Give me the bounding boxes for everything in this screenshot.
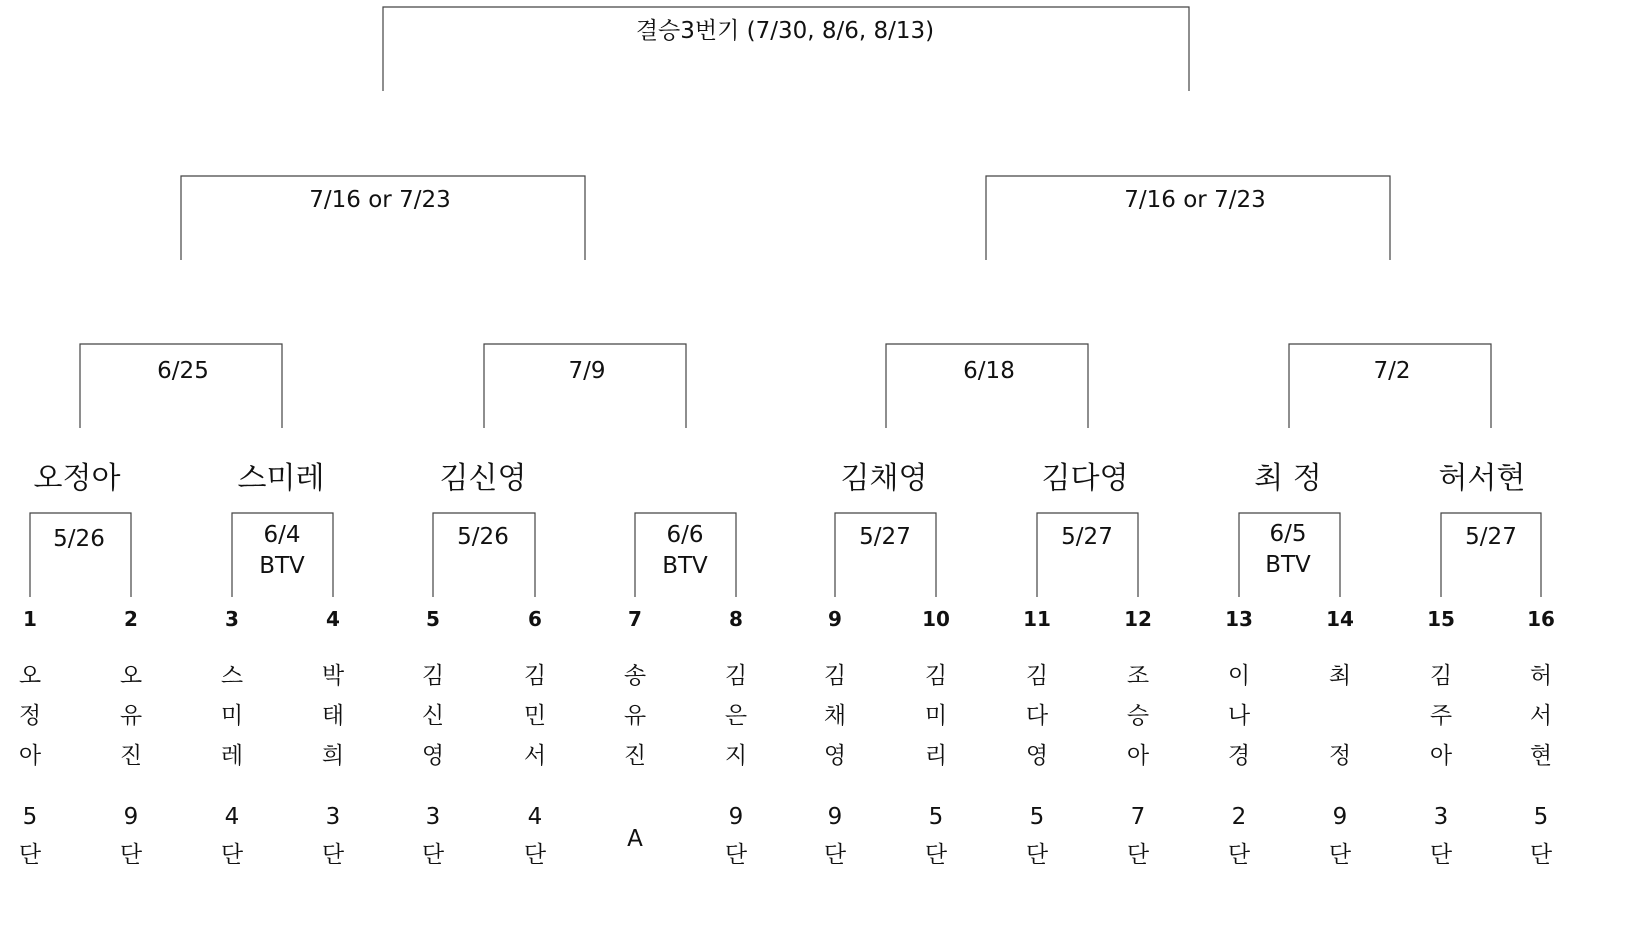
player-rank-char: 단: [1126, 842, 1150, 868]
player-name-char: 김: [924, 663, 948, 689]
seed-number: 5: [426, 607, 440, 631]
player-rank: [116, 798, 146, 874]
player-name-char: 스: [220, 663, 244, 689]
player-name: [1123, 656, 1153, 776]
player-rank-char: 단: [1328, 842, 1352, 868]
player-name: [217, 656, 247, 776]
final-label: 결승3번기 (7/30, 8/6, 8/13): [635, 18, 935, 44]
player-name-char: 채: [823, 703, 847, 729]
seed-number: 14: [1326, 607, 1354, 631]
player-name-char: 김: [1025, 663, 1049, 689]
player-rank: [520, 798, 550, 874]
player-rank-char: 단: [523, 842, 547, 868]
player-rank: [1325, 798, 1355, 874]
player-name-char: 오: [119, 663, 143, 689]
player-name-char: 현: [1529, 743, 1553, 769]
player-name-char: [1325, 696, 1355, 736]
player-name-char: 태: [321, 703, 345, 729]
player-rank-char: 단: [1529, 842, 1553, 868]
player-name-char: 진: [623, 743, 647, 769]
player-rank-char: 9: [827, 804, 843, 830]
seed-number: 12: [1124, 607, 1152, 631]
player-rank: [721, 798, 751, 874]
player-name-char: 영: [823, 743, 847, 769]
player-rank: [1426, 798, 1456, 874]
seed-number: 9: [828, 607, 842, 631]
player-name-char: 정: [18, 703, 42, 729]
player-rank-char: 5: [22, 804, 38, 830]
seed-number: 3: [225, 607, 239, 631]
player-rank-char: 단: [1025, 842, 1049, 868]
player-rank-char: 단: [1429, 842, 1453, 868]
player-name-char: 주: [1429, 703, 1453, 729]
player-rank: [921, 798, 951, 874]
quarterfinal-label-4: 7/2: [1373, 358, 1411, 384]
player-rank-char: 9: [728, 804, 744, 830]
player-name: [418, 656, 448, 776]
quarterfinal-bracket: [484, 344, 686, 428]
seed-number: 13: [1225, 607, 1253, 631]
match-date: 5/26: [53, 526, 105, 552]
quarterfinal-label-1: 6/25: [157, 358, 209, 384]
player-rank-char: 단: [724, 842, 748, 868]
player-rank-char: 단: [421, 842, 445, 868]
player-name-char: 김: [421, 663, 445, 689]
player-name-char: 최: [1328, 663, 1352, 689]
player-rank: [217, 798, 247, 874]
player-name-char: 김: [1429, 663, 1453, 689]
player-rank-char: 3: [425, 804, 441, 830]
match-winner: 김다영: [1041, 461, 1129, 496]
match-winner: 김채영: [840, 461, 928, 496]
match-winner: 스미레: [237, 461, 325, 496]
player-name-char: 희: [321, 743, 345, 769]
match-date: 6/4 BTV: [259, 522, 305, 579]
match-winner: 김신영: [439, 461, 527, 496]
semifinal-label-2: 7/16 or 7/23: [1124, 187, 1266, 213]
player-name: [15, 656, 45, 776]
player-name-char: 서: [523, 743, 547, 769]
player-rank-char: 단: [220, 842, 244, 868]
match-date: 6/6 BTV: [662, 522, 708, 579]
player-rank-char: 3: [1433, 804, 1449, 830]
player-name-char: 이: [1227, 663, 1251, 689]
player-rank: [418, 798, 448, 874]
seed-number: 15: [1427, 607, 1455, 631]
player-name-char: 김: [523, 663, 547, 689]
player-name-char: 오: [18, 663, 42, 689]
player-name-char: 리: [924, 743, 948, 769]
seed-number: 2: [124, 607, 138, 631]
player-rank: [318, 798, 348, 874]
player-rank: [15, 798, 45, 874]
quarterfinal-bracket: [1289, 344, 1491, 428]
match-winner: 최 정: [1254, 461, 1322, 496]
player-name-char: 김: [823, 663, 847, 689]
player-name: [520, 656, 550, 776]
player-name-char: 아: [18, 743, 42, 769]
player-rank: [1224, 798, 1254, 874]
match-date: 5/27: [1061, 524, 1113, 550]
player-rank-char: 단: [823, 842, 847, 868]
player-rank: [1123, 798, 1153, 874]
player-name-char: 신: [421, 703, 445, 729]
match-winner: 오정아: [33, 461, 121, 496]
player-name-char: 영: [1025, 743, 1049, 769]
player-name-char: 유: [623, 703, 647, 729]
player-name: [1325, 656, 1355, 776]
player-name-char: 허: [1529, 663, 1553, 689]
player-rank: [1526, 798, 1556, 874]
player-rank: [820, 798, 850, 874]
match-date: 5/27: [859, 524, 911, 550]
player-rank-char: 4: [527, 804, 543, 830]
player-name-char: 아: [1126, 743, 1150, 769]
player-rank-char: 단: [924, 842, 948, 868]
player-name: [1526, 656, 1556, 776]
seed-number: 6: [528, 607, 542, 631]
player-name: [1224, 656, 1254, 776]
player-rank-char: 2: [1231, 804, 1247, 830]
player-rank-char: 5: [1029, 804, 1045, 830]
player-name-char: 승: [1126, 703, 1150, 729]
player-name-char: 미: [220, 703, 244, 729]
player-name-char: 지: [724, 743, 748, 769]
seed-number: 16: [1527, 607, 1555, 631]
player-name-char: 레: [220, 743, 244, 769]
player-rank: A: [627, 826, 643, 852]
player-rank-char: 단: [321, 842, 345, 868]
player-name-char: 진: [119, 743, 143, 769]
player-name-char: 유: [119, 703, 143, 729]
player-name: [620, 656, 650, 776]
player-name-char: 조: [1126, 663, 1150, 689]
seed-number: 4: [326, 607, 340, 631]
player-rank-char: 7: [1130, 804, 1146, 830]
player-rank-char: 단: [119, 842, 143, 868]
seed-number: 1: [23, 607, 37, 631]
player-name-char: 영: [421, 743, 445, 769]
player-name: [921, 656, 951, 776]
player-rank-char: 5: [1533, 804, 1549, 830]
player-rank-char: 3: [325, 804, 341, 830]
player-name-char: 김: [724, 663, 748, 689]
player-rank-char: 9: [1332, 804, 1348, 830]
player-name-char: 다: [1025, 703, 1049, 729]
player-name: [318, 656, 348, 776]
player-name-char: 경: [1227, 743, 1251, 769]
player-rank-char: 5: [928, 804, 944, 830]
player-name-char: 정: [1328, 743, 1352, 769]
player-rank-char: 단: [18, 842, 42, 868]
player-name: [1022, 656, 1052, 776]
quarterfinal-label-3: 6/18: [963, 358, 1015, 384]
seed-number: 8: [729, 607, 743, 631]
match-date: 5/27: [1465, 524, 1517, 550]
player-name-char: 민: [523, 703, 547, 729]
player-name: [116, 656, 146, 776]
match-date: 6/5 BTV: [1265, 521, 1311, 578]
quarterfinal-label-2: 7/9: [568, 358, 606, 384]
quarterfinal-bracket: [886, 344, 1088, 428]
player-name-char: 은: [724, 703, 748, 729]
player-name-char: 아: [1429, 743, 1453, 769]
player-name: [1426, 656, 1456, 776]
player-name-char: 미: [924, 703, 948, 729]
player-rank-char: 4: [224, 804, 240, 830]
seed-number: 11: [1023, 607, 1051, 631]
player-name: [820, 656, 850, 776]
player-rank-char: 9: [123, 804, 139, 830]
player-name-char: 나: [1227, 703, 1251, 729]
match-winner: 허서현: [1438, 461, 1526, 496]
player-name: [721, 656, 751, 776]
player-name-char: 서: [1529, 703, 1553, 729]
player-name-char: 박: [321, 663, 345, 689]
player-name-char: 송: [623, 663, 647, 689]
semifinal-label-1: 7/16 or 7/23: [309, 187, 451, 213]
player-rank: [1022, 798, 1052, 874]
quarterfinal-bracket: [80, 344, 282, 428]
seed-number: 10: [922, 607, 950, 631]
match-date: 5/26: [457, 524, 509, 550]
player-rank-char: 단: [1227, 842, 1251, 868]
seed-number: 7: [628, 607, 642, 631]
